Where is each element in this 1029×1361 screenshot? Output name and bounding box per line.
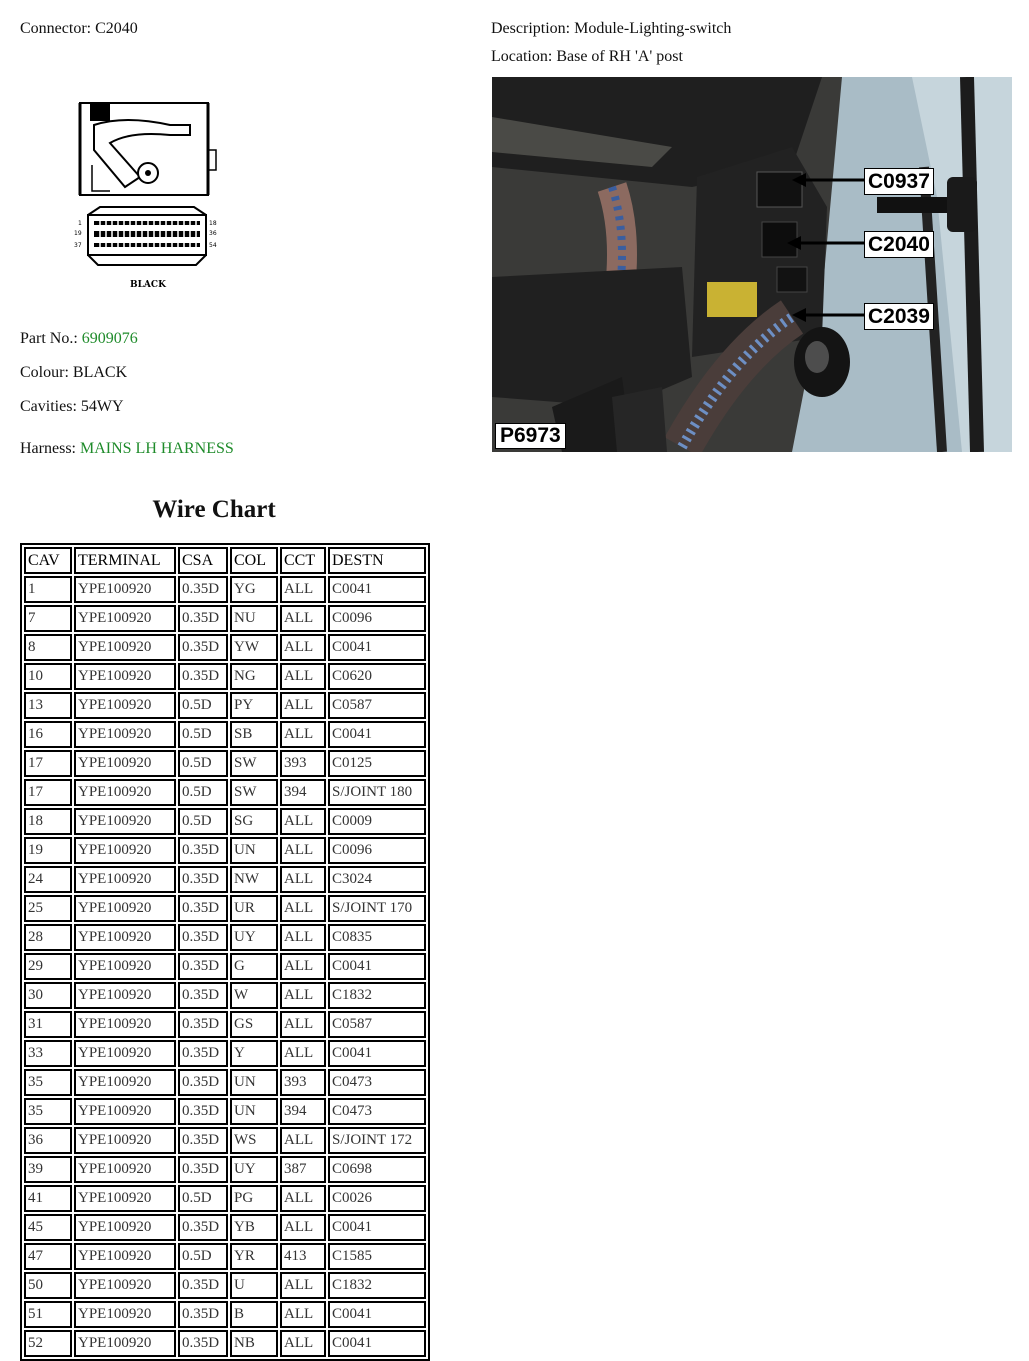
cell-cav: 35 <box>24 1069 72 1096</box>
table-row <box>24 663 426 690</box>
wire-chart-body <box>24 576 426 1357</box>
cell-terminal: YPE100920 <box>74 895 176 922</box>
cell-col: B <box>230 1301 278 1328</box>
cell-csa: 0.35D <box>178 1127 228 1154</box>
cell-csa: 0.35D <box>178 1214 228 1241</box>
cell-cav: 17 <box>24 779 72 806</box>
colour-field <box>20 364 127 382</box>
cell-cav: 13 <box>24 692 72 719</box>
cell-terminal: YPE100920 <box>74 1214 176 1241</box>
cell-col: Y <box>230 1040 278 1067</box>
cell-destn[interactable]: C0473 <box>328 1069 426 1096</box>
table-row <box>24 779 426 806</box>
cell-csa: 0.35D <box>178 634 228 661</box>
cell-cct: ALL <box>280 1330 326 1357</box>
location-value: Base of RH 'A' post <box>556 48 683 65</box>
harness-label: Harness: <box>20 440 76 457</box>
cell-cct: ALL <box>280 1040 326 1067</box>
cell-destn[interactable]: C1832 <box>328 982 426 1009</box>
table-row <box>24 576 426 603</box>
cell-cct: ALL <box>280 663 326 690</box>
cell-csa: 0.35D <box>178 576 228 603</box>
connector-drawing <box>70 95 220 295</box>
cell-cav: 35 <box>24 1098 72 1125</box>
table-row <box>24 1301 426 1328</box>
cell-destn[interactable]: C1832 <box>328 1272 426 1299</box>
cell-terminal: YPE100920 <box>74 692 176 719</box>
callout-c0937: C0937 <box>864 168 934 195</box>
cell-destn[interactable]: C1585 <box>328 1243 426 1270</box>
cell-cav: 8 <box>24 634 72 661</box>
photo-illustration <box>492 77 1012 452</box>
cell-terminal: YPE100920 <box>74 1243 176 1270</box>
cell-terminal: YPE100920 <box>74 1040 176 1067</box>
cell-destn[interactable]: C0041 <box>328 721 426 748</box>
header-csa: CSA <box>178 547 228 574</box>
cell-csa: 0.35D <box>178 924 228 951</box>
table-row <box>24 982 426 1009</box>
cell-destn[interactable]: C0026 <box>328 1185 426 1212</box>
cell-terminal: YPE100920 <box>74 1301 176 1328</box>
cell-cct: ALL <box>280 808 326 835</box>
cell-col: YG <box>230 576 278 603</box>
table-row <box>24 808 426 835</box>
cell-cct: ALL <box>280 1272 326 1299</box>
header-cct: CCT <box>280 547 326 574</box>
cell-csa: 0.35D <box>178 605 228 632</box>
cell-col: GS <box>230 1011 278 1038</box>
cell-col: G <box>230 953 278 980</box>
cell-cav: 39 <box>24 1156 72 1183</box>
cell-destn[interactable]: S/JOINT 180 <box>328 779 426 806</box>
cell-terminal: YPE100920 <box>74 1011 176 1038</box>
cell-cav: 28 <box>24 924 72 951</box>
cell-cct: ALL <box>280 924 326 951</box>
cell-cct: ALL <box>280 721 326 748</box>
cell-csa: 0.5D <box>178 779 228 806</box>
cell-cct: 387 <box>280 1156 326 1183</box>
drawing-color-label: BLACK <box>130 280 166 290</box>
location-label: Location: <box>491 48 553 65</box>
table-row <box>24 1011 426 1038</box>
cell-csa: 0.5D <box>178 750 228 777</box>
header-terminal: TERMINAL <box>74 547 176 574</box>
pin-label-18: 18 <box>209 220 217 227</box>
cell-terminal: YPE100920 <box>74 1272 176 1299</box>
table-row <box>24 924 426 951</box>
cell-col: W <box>230 982 278 1009</box>
table-row <box>24 895 426 922</box>
table-row <box>24 1098 426 1125</box>
cell-cav: 7 <box>24 605 72 632</box>
cell-col: NB <box>230 1330 278 1357</box>
cell-col: YW <box>230 634 278 661</box>
description-value: Module-Lighting-switch <box>574 20 732 37</box>
cell-cct: ALL <box>280 866 326 893</box>
cell-col: WS <box>230 1127 278 1154</box>
cell-csa: 0.35D <box>178 1040 228 1067</box>
cavities-value: 54WY <box>80 398 124 415</box>
cell-cct: ALL <box>280 982 326 1009</box>
cell-cav: 24 <box>24 866 72 893</box>
cell-col: SG <box>230 808 278 835</box>
cell-destn[interactable]: C0041 <box>328 1040 426 1067</box>
cell-destn[interactable]: C0041 <box>328 953 426 980</box>
pin-label-36: 36 <box>209 230 217 237</box>
table-row <box>24 837 426 864</box>
cavities-label: Cavities: <box>20 398 77 415</box>
cell-cct: ALL <box>280 1011 326 1038</box>
cell-cav: 29 <box>24 953 72 980</box>
cell-cav: 31 <box>24 1011 72 1038</box>
cell-terminal: YPE100920 <box>74 808 176 835</box>
cell-col: SW <box>230 779 278 806</box>
cell-destn[interactable]: C0473 <box>328 1098 426 1125</box>
cell-cav: 41 <box>24 1185 72 1212</box>
cell-cav: 17 <box>24 750 72 777</box>
harness-link[interactable]: MAINS LH HARNESS <box>79 440 234 457</box>
cell-terminal: YPE100920 <box>74 1156 176 1183</box>
cell-col: U <box>230 1272 278 1299</box>
cell-destn[interactable]: C0041 <box>328 1301 426 1328</box>
cell-csa: 0.35D <box>178 1156 228 1183</box>
description-field <box>491 20 731 38</box>
cell-cav: 50 <box>24 1272 72 1299</box>
cell-destn[interactable]: C0009 <box>328 808 426 835</box>
cell-terminal: YPE100920 <box>74 1098 176 1125</box>
cell-terminal: YPE100920 <box>74 953 176 980</box>
description-label: Description: <box>491 20 571 37</box>
cell-destn[interactable]: C0096 <box>328 605 426 632</box>
cell-destn[interactable]: C0835 <box>328 924 426 951</box>
cell-csa: 0.5D <box>178 1243 228 1270</box>
header-cav: CAV <box>24 547 72 574</box>
table-row <box>24 1069 426 1096</box>
colour-value: BLACK <box>72 364 128 381</box>
cell-terminal: YPE100920 <box>74 634 176 661</box>
cell-terminal: YPE100920 <box>74 779 176 806</box>
cell-cct: 393 <box>280 1069 326 1096</box>
part-number-label: Part No.: <box>20 330 78 347</box>
cell-csa: 0.5D <box>178 721 228 748</box>
cell-col: UR <box>230 895 278 922</box>
cell-cct: 393 <box>280 750 326 777</box>
cell-cav: 1 <box>24 576 72 603</box>
cell-cct: ALL <box>280 1214 326 1241</box>
location-photo <box>492 77 1012 452</box>
cell-destn[interactable]: C0620 <box>328 663 426 690</box>
cell-cct: ALL <box>280 1127 326 1154</box>
cell-csa: 0.35D <box>178 866 228 893</box>
cell-cav: 10 <box>24 663 72 690</box>
cell-terminal: YPE100920 <box>74 721 176 748</box>
cell-col: SW <box>230 750 278 777</box>
cell-terminal: YPE100920 <box>74 866 176 893</box>
cell-destn[interactable]: C0587 <box>328 1011 426 1038</box>
table-header-row <box>24 547 426 574</box>
cell-col: PG <box>230 1185 278 1212</box>
cell-cct: ALL <box>280 692 326 719</box>
cell-csa: 0.35D <box>178 953 228 980</box>
wire-chart-table <box>20 543 430 1361</box>
cell-cct: ALL <box>280 605 326 632</box>
pin-label-37: 37 <box>74 242 82 249</box>
cell-cct: ALL <box>280 837 326 864</box>
cell-col: YR <box>230 1243 278 1270</box>
cell-cav: 19 <box>24 837 72 864</box>
table-row <box>24 634 426 661</box>
cell-col: NU <box>230 605 278 632</box>
cell-destn[interactable]: C0041 <box>328 1214 426 1241</box>
cell-csa: 0.35D <box>178 837 228 864</box>
table-row <box>24 750 426 777</box>
cell-cav: 47 <box>24 1243 72 1270</box>
cell-terminal: YPE100920 <box>74 1069 176 1096</box>
table-row <box>24 866 426 893</box>
harness-field <box>20 440 234 458</box>
cell-col: NW <box>230 866 278 893</box>
cell-cav: 45 <box>24 1214 72 1241</box>
cell-csa: 0.5D <box>178 1185 228 1212</box>
table-row <box>24 1156 426 1183</box>
cell-col: PY <box>230 692 278 719</box>
table-row <box>24 1272 426 1299</box>
cell-terminal: YPE100920 <box>74 576 176 603</box>
cell-terminal: YPE100920 <box>74 663 176 690</box>
connector-label: Connector: <box>20 20 92 37</box>
header-col: COL <box>230 547 278 574</box>
cell-cct: 394 <box>280 1098 326 1125</box>
cell-csa: 0.35D <box>178 982 228 1009</box>
cell-cct: ALL <box>280 953 326 980</box>
cell-destn[interactable]: C0096 <box>328 837 426 864</box>
cell-terminal: YPE100920 <box>74 605 176 632</box>
cell-col: UN <box>230 1069 278 1096</box>
callout-c2040: C2040 <box>864 231 934 258</box>
cell-cav: 25 <box>24 895 72 922</box>
cell-csa: 0.35D <box>178 1301 228 1328</box>
cell-cav: 16 <box>24 721 72 748</box>
cell-cct: ALL <box>280 895 326 922</box>
cell-terminal: YPE100920 <box>74 982 176 1009</box>
connector-field <box>20 20 138 38</box>
cell-terminal: YPE100920 <box>74 924 176 951</box>
location-field <box>491 48 683 66</box>
cell-csa: 0.35D <box>178 1330 228 1357</box>
table-row <box>24 1243 426 1270</box>
cell-cav: 33 <box>24 1040 72 1067</box>
cell-destn[interactable]: S/JOINT 170 <box>328 895 426 922</box>
pin-label-54: 54 <box>209 242 217 249</box>
cell-col: NG <box>230 663 278 690</box>
cell-csa: 0.35D <box>178 1069 228 1096</box>
cell-csa: 0.5D <box>178 808 228 835</box>
wire-chart-title: Wire Chart <box>152 496 276 523</box>
cell-col: UY <box>230 924 278 951</box>
cell-cct: 394 <box>280 779 326 806</box>
cell-destn[interactable]: C0041 <box>328 1330 426 1357</box>
cell-csa: 0.35D <box>178 1272 228 1299</box>
cell-cav: 52 <box>24 1330 72 1357</box>
cell-destn[interactable]: S/JOINT 172 <box>328 1127 426 1154</box>
cell-col: SB <box>230 721 278 748</box>
cell-cct: ALL <box>280 634 326 661</box>
table-row <box>24 721 426 748</box>
cell-csa: 0.35D <box>178 663 228 690</box>
pin-label-1: 1 <box>78 220 82 227</box>
table-row <box>24 692 426 719</box>
cell-destn[interactable]: C0698 <box>328 1156 426 1183</box>
cell-col: UN <box>230 1098 278 1125</box>
cell-cav: 51 <box>24 1301 72 1328</box>
cell-cav: 18 <box>24 808 72 835</box>
header-destn: DESTN <box>328 547 426 574</box>
cell-cct: ALL <box>280 1301 326 1328</box>
cell-csa: 0.35D <box>178 895 228 922</box>
cell-cav: 36 <box>24 1127 72 1154</box>
cell-destn[interactable]: C3024 <box>328 866 426 893</box>
cell-cct: ALL <box>280 1185 326 1212</box>
cell-csa: 0.35D <box>178 1098 228 1125</box>
cell-destn[interactable]: C0125 <box>328 750 426 777</box>
photo-number: P6973 <box>495 423 566 449</box>
cell-col: UN <box>230 837 278 864</box>
cell-terminal: YPE100920 <box>74 1185 176 1212</box>
table-row <box>24 1040 426 1067</box>
connector-value: C2040 <box>95 20 138 37</box>
cell-col: UY <box>230 1156 278 1183</box>
cell-cav: 30 <box>24 982 72 1009</box>
table-row <box>24 953 426 980</box>
cell-terminal: YPE100920 <box>74 750 176 777</box>
part-number-link[interactable]: 6909076 <box>81 330 138 347</box>
cell-destn[interactable]: C0041 <box>328 576 426 603</box>
table-row <box>24 1185 426 1212</box>
cell-terminal: YPE100920 <box>74 1127 176 1154</box>
table-row <box>24 1214 426 1241</box>
part-number-field <box>20 330 138 348</box>
cell-cct: ALL <box>280 576 326 603</box>
cell-destn[interactable]: C0587 <box>328 692 426 719</box>
table-row <box>24 1127 426 1154</box>
table-row <box>24 1330 426 1357</box>
cell-csa: 0.5D <box>178 692 228 719</box>
pin-label-19: 19 <box>74 230 82 237</box>
cell-csa: 0.35D <box>178 1011 228 1038</box>
cell-col: YB <box>230 1214 278 1241</box>
cavities-field <box>20 398 124 416</box>
callout-c2039: C2039 <box>864 303 934 330</box>
table-row <box>24 605 426 632</box>
cell-terminal: YPE100920 <box>74 1330 176 1357</box>
cell-destn[interactable]: C0041 <box>328 634 426 661</box>
cell-cct: 413 <box>280 1243 326 1270</box>
cell-terminal: YPE100920 <box>74 837 176 864</box>
colour-label: Colour: <box>20 364 69 381</box>
